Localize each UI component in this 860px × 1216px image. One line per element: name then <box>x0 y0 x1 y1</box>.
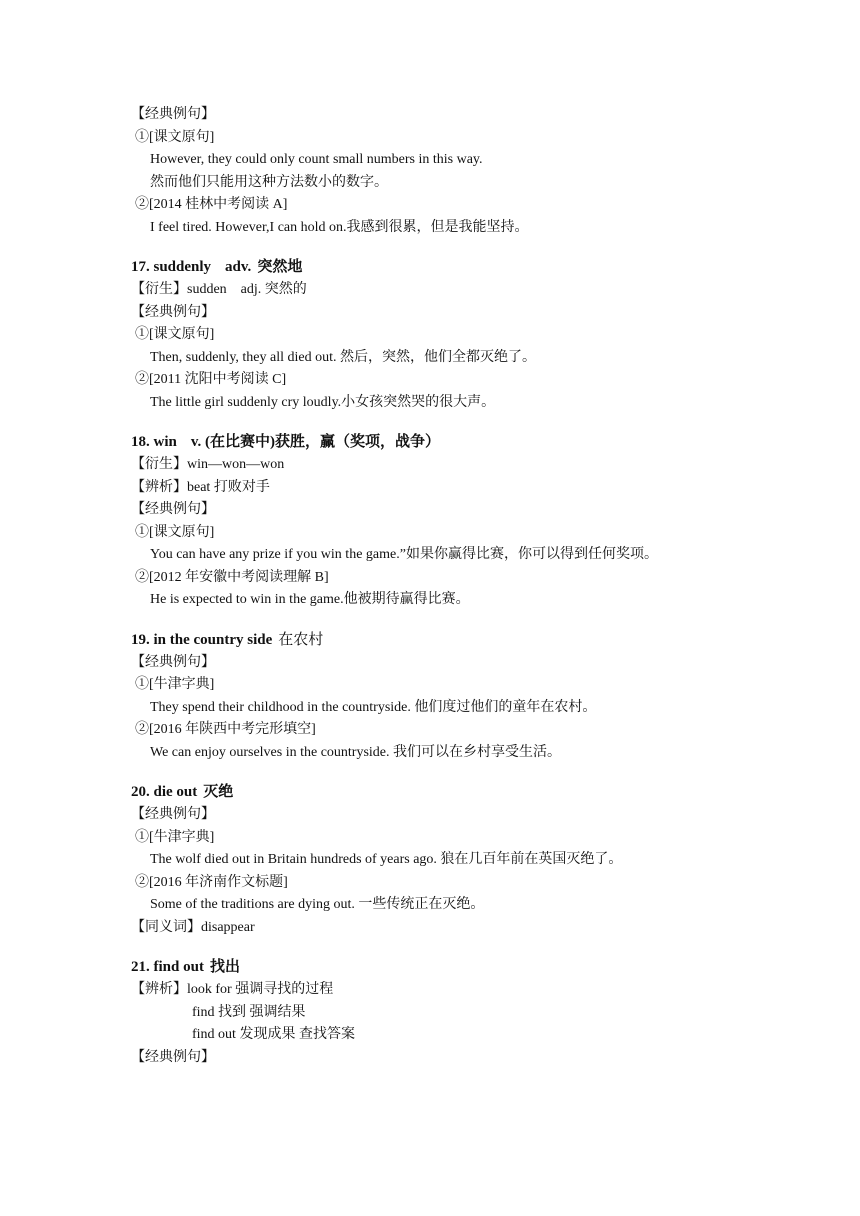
entry-heading-20 <box>131 780 831 804</box>
example-source: ②[2014 桂林中考阅读 A] <box>135 197 288 212</box>
example-source: ②[2011 沈阳中考阅读 C] <box>135 372 287 387</box>
entry-word: 21. find out <box>131 959 204 975</box>
derivative: 【衍生】win—won—won <box>131 457 285 472</box>
derivative: 【衍生】sudden adj. 突然的 <box>131 282 307 297</box>
example-source: ②[2012 年安徽中考阅读理解 B] <box>135 569 329 585</box>
example-sentence: Then, suddenly, they all died out. 然后，突然，他们全都灭绝了。 <box>150 349 536 365</box>
examples-label: 【经典例句】 <box>131 502 215 517</box>
entry-word: 20. die out <box>131 784 198 800</box>
entry-pos: v. (在比赛中)获胜，赢（奖项，战争） <box>190 434 441 450</box>
examples-label: 【经典例句】 <box>131 304 215 320</box>
examples-label: 【经典例句】 <box>131 807 215 822</box>
example-sentence-cn: 然而他们只能用这种方法数小的数字。 <box>150 174 388 190</box>
synonym: 【同义词】disappear <box>131 919 255 935</box>
entry-heading-17 <box>131 255 831 279</box>
example-sentence: He is expected to win in the game.他被期待赢得比赛。 <box>150 592 470 607</box>
example-sentence: The little girl suddenly cry loudly.小女孩突然哭的很大声。 <box>150 394 496 410</box>
entry-heading-18 <box>131 430 831 454</box>
examples-label: 【经典例句】 <box>131 654 215 670</box>
entry-meaning: 找出 <box>209 959 240 975</box>
entry-word: 17. suddenly <box>131 259 212 275</box>
example-source: ①[课文原句] <box>135 524 215 540</box>
document-content <box>131 104 831 1069</box>
example-source: ②[2016 年济南作文标题] <box>135 874 288 890</box>
entry-word: 19. in the country side <box>131 631 273 648</box>
example-sentence: We can enjoy ourselves in the countryside. 我们可以在乡村享受生活。 <box>150 744 562 760</box>
examples-label: 【经典例句】 <box>131 1049 215 1065</box>
example-sentence: They spend their childhood in the countryside. 他们度过他们的童年在农村。 <box>150 699 597 715</box>
example-source: ①[牛津字典] <box>135 829 215 845</box>
example-sentence: The wolf died out in Britain hundreds of years ago. 狼在几百年前在英国灭绝了。 <box>150 852 623 867</box>
example-sentence-en: However, they could only count small numbers in this way. <box>150 152 483 167</box>
analysis-line: find out 发现成果 查找答案 <box>192 1027 355 1042</box>
entry-heading-19 <box>131 628 831 652</box>
analysis: 【辨析】beat 打败对手 <box>131 479 270 495</box>
entry-meaning: 灭绝 <box>203 784 234 800</box>
entry-meaning: 突然地 <box>257 259 303 275</box>
example-source: ②[2016 年陕西中考完形填空] <box>135 722 316 737</box>
example-source: ①[课文原句] <box>135 129 215 145</box>
analysis-line: find 找到 强调结果 <box>192 1004 306 1020</box>
entry-word: 18. win <box>131 434 177 450</box>
example-source: ①[课文原句] <box>135 327 215 342</box>
entry-pos: adv. <box>225 259 252 275</box>
example-sentence: You can have any prize if you win the game.”如果你赢得比赛，你可以得到任何奖项。 <box>150 547 658 562</box>
examples-label: 【经典例句】 <box>131 107 215 122</box>
example-source: ①[牛津字典] <box>135 677 215 692</box>
entry-meaning: 在农村 <box>278 631 324 648</box>
analysis: 【辨析】look for 强调寻找的过程 <box>131 982 334 997</box>
entry-heading-21 <box>131 955 831 979</box>
example-sentence: Some of the traditions are dying out. 一些传统正在灭绝。 <box>150 897 485 912</box>
example-sentence: I feel tired. However,I can hold on.我感到很累，但是我能坚持。 <box>150 219 529 235</box>
